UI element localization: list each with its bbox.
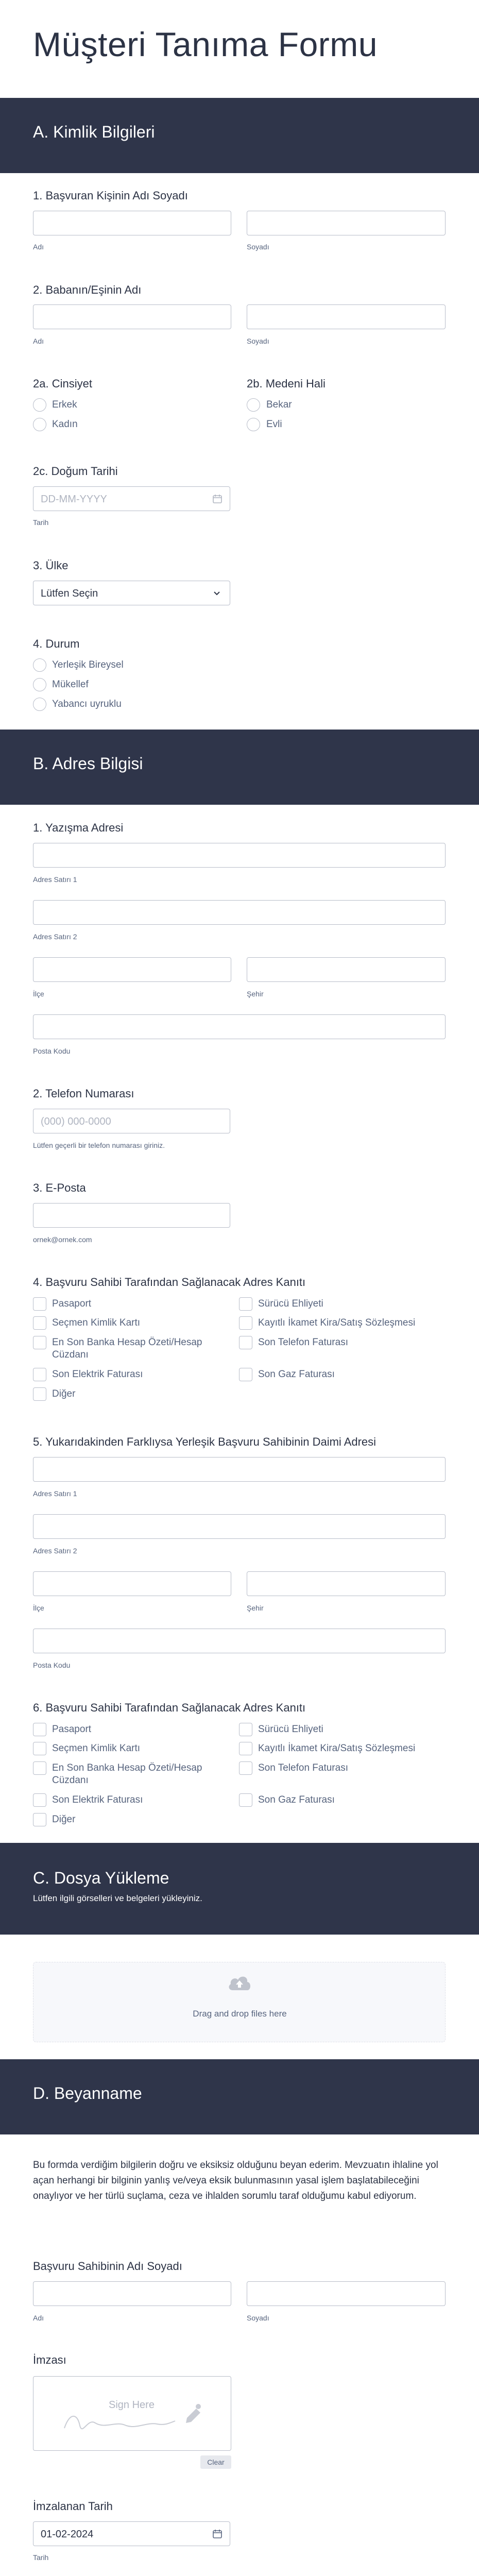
addr1-line2-input[interactable] (33, 900, 446, 925)
proof1-checkbox-lease[interactable] (239, 1316, 252, 1330)
addr2-line2-input[interactable] (33, 1514, 446, 1539)
proof1-label: 4. Başvuru Sahibi Tarafından Sağlanacak Adres Kanıtı (33, 1276, 306, 1289)
proof2-option-voter-id: Seçmen Kimlik Kartı (52, 1743, 141, 1754)
proof1-option-phone-bill: Son Telefon Faturası (258, 1337, 348, 1348)
proof1-option-bank: En Son Banka Hesap Özeti/Hesap Cüzdanı (52, 1337, 202, 1360)
applicant-first-sublabel: Adı (33, 2314, 44, 2322)
proof2-option-electric: Son Elektrik Faturası (52, 1794, 143, 1805)
proof1-option-other: Diğer (52, 1388, 76, 1399)
gender-radio-female[interactable] (33, 418, 46, 431)
proof2-checkbox-gas[interactable] (239, 1793, 252, 1807)
addr1-postal-sublabel: Posta Kodu (33, 1047, 71, 1055)
signature-pad[interactable] (33, 2376, 231, 2451)
cloud-upload-icon (227, 1973, 252, 1993)
phone-placeholder: (000) 000-0000 (41, 1116, 111, 1127)
section-b-header (0, 730, 479, 805)
proof2-option-license: Sürücü Ehliyeti (258, 1724, 323, 1735)
addr2-line1-input[interactable] (33, 1457, 446, 1482)
marital-radio-single[interactable] (247, 398, 260, 412)
addr1-postal-input[interactable] (33, 1014, 446, 1039)
q2-label: 2. Babanın/Eşinin Adı (33, 283, 142, 296)
signature-placeholder: Sign Here (109, 2399, 155, 2411)
q4-label: 4. Durum (33, 637, 80, 650)
applicant-label: Başvuru Sahibinin Adı Soyadı (33, 2260, 182, 2273)
proof1-option-lease: Kayıtlı İkamet Kira/Satış Sözleşmesi (258, 1317, 416, 1328)
proof1-checkbox-license[interactable] (239, 1297, 252, 1311)
email-sublabel: ornek@ornek.com (33, 1235, 92, 1244)
proof2-option-gas: Son Gaz Faturası (258, 1794, 335, 1805)
signed-date-sublabel: Tarih (33, 2553, 49, 2562)
proof2-label: 6. Başvuru Sahibi Tarafından Sağlanacak Adres Kanıtı (33, 1701, 306, 1714)
proof1-checkbox-bank[interactable] (33, 1336, 46, 1349)
addr2-city-input[interactable] (247, 1571, 446, 1596)
q1-last-sublabel: Soyadı (247, 243, 269, 251)
proof1-option-license: Sürücü Ehliyeti (258, 1298, 323, 1309)
status-option-resident: Yerleşik Bireysel (52, 659, 124, 670)
status-option-foreign: Yabancı uyruklu (52, 699, 122, 709)
proof2-checkbox-voter-id[interactable] (33, 1742, 46, 1755)
section-c-subtitle: Lütfen ilgili görselleri ve belgeleri yükleyiniz. (33, 1893, 202, 1903)
birth-date-input[interactable] (33, 486, 230, 511)
section-c-title: C. Dosya Yükleme (33, 1869, 169, 1887)
addr1-district-sublabel: İlçe (33, 990, 44, 998)
chevron-down-icon (212, 588, 221, 598)
q1-first-name-input[interactable] (33, 211, 231, 235)
proof1-option-passport: Pasaport (52, 1298, 92, 1309)
addr1-city-input[interactable] (247, 957, 446, 982)
declaration-text: Bu formda verdiğim bilgilerin doğru ve eksiksiz olduğunu beyan ederim. Mevzuatın ihlaline yol açan herhangi bir bilginin yanlış ve/veya eksik bulunmasının yasal işlem başlatabileceğini onaylıyor ve her türlü suçlama, ceza ve ihlalden sorumlu taraf olduğumu kabul ediyorum. (33, 2160, 438, 2201)
proof1-checkbox-other[interactable] (33, 1387, 46, 1401)
addr2-postal-input[interactable] (33, 1629, 446, 1653)
birth-date-sublabel: Tarih (33, 518, 49, 527)
proof1-checkbox-gas[interactable] (239, 1368, 252, 1381)
proof1-checkbox-passport[interactable] (33, 1297, 46, 1311)
signature-scribble-icon (59, 2397, 209, 2438)
q2-first-name-input[interactable] (33, 304, 231, 329)
proof1-option-voter-id: Seçmen Kimlik Kartı (52, 1317, 141, 1328)
proof1-checkbox-voter-id[interactable] (33, 1316, 46, 1330)
q2c-label: 2c. Doğum Tarihi (33, 465, 118, 478)
q3-label: 3. Ülke (33, 559, 69, 572)
addr2-line2-sublabel: Adres Satırı 2 (33, 1547, 77, 1555)
status-radio-foreign[interactable] (33, 698, 46, 711)
addr1-line2-sublabel: Adres Satırı 2 (33, 933, 77, 941)
proof2-checkbox-other[interactable] (33, 1813, 46, 1826)
gender-radio-male[interactable] (33, 398, 46, 412)
calendar-icon[interactable] (212, 494, 223, 504)
section-d-header (0, 2059, 479, 2134)
proof2-checkbox-bank[interactable] (33, 1761, 46, 1775)
status-radio-resident[interactable] (33, 658, 46, 672)
signed-date-input[interactable] (33, 2521, 230, 2546)
proof1-option-gas: Son Gaz Faturası (258, 1369, 335, 1380)
gender-option-male: Erkek (52, 399, 77, 410)
addr1-district-input[interactable] (33, 957, 231, 982)
q1-last-name-input[interactable] (247, 211, 446, 235)
q1-first-sublabel: Adı (33, 243, 44, 251)
signed-date-label: İmzalanan Tarih (33, 2500, 113, 2513)
calendar-icon[interactable] (212, 2529, 223, 2539)
proof1-option-electric: Son Elektrik Faturası (52, 1369, 143, 1380)
phone-label: 2. Telefon Numarası (33, 1087, 134, 1100)
email-input[interactable] (33, 1203, 230, 1228)
q2a-label: 2a. Cinsiyet (33, 377, 92, 390)
status-radio-taxpayer[interactable] (33, 678, 46, 691)
birth-date-placeholder: DD-MM-YYYY (41, 494, 107, 505)
applicant-first-name-input[interactable] (33, 2281, 231, 2306)
q2-last-sublabel: Soyadı (247, 337, 269, 345)
q2-last-name-input[interactable] (247, 304, 446, 329)
addr2-district-sublabel: İlçe (33, 1604, 44, 1612)
addr2-line1-sublabel: Adres Satırı 1 (33, 1489, 77, 1498)
file-dropzone[interactable] (33, 1962, 446, 2042)
gender-option-female: Kadın (52, 419, 78, 430)
proof2-checkbox-lease[interactable] (239, 1742, 252, 1755)
country-select-value: Lütfen Seçin (41, 588, 98, 599)
section-a-title: A. Kimlik Bilgileri (33, 123, 155, 141)
applicant-last-sublabel: Soyadı (247, 2314, 269, 2322)
applicant-last-name-input[interactable] (247, 2281, 446, 2306)
proof2-checkbox-passport[interactable] (33, 1723, 46, 1736)
phone-sublabel: Lütfen geçerli bir telefon numarası giriniz. (33, 1141, 165, 1149)
marital-option-married: Evli (266, 419, 282, 430)
q2b-label: 2b. Medeni Hali (247, 377, 326, 390)
addr1-line1-sublabel: Adres Satırı 1 (33, 875, 77, 884)
addr1-city-sublabel: Şehir (247, 990, 264, 998)
dropzone-text: Drag and drop files here (193, 2009, 287, 2019)
country-select[interactable] (33, 581, 230, 605)
form-title: Müşteri Tanıma Formu (33, 25, 378, 63)
addr1-line1-input[interactable] (33, 843, 446, 868)
proof2-option-passport: Pasaport (52, 1724, 92, 1735)
proof2-option-phone-bill: Son Telefon Faturası (258, 1762, 348, 1773)
proof2-checkbox-license[interactable] (239, 1723, 252, 1736)
section-c-header (0, 1843, 479, 1935)
addr2-postal-sublabel: Posta Kodu (33, 1661, 71, 1669)
proof2-option-lease: Kayıtlı İkamet Kira/Satış Sözleşmesi (258, 1743, 416, 1754)
marital-option-single: Bekar (266, 399, 292, 410)
status-option-taxpayer: Mükellef (52, 679, 89, 690)
addr2-city-sublabel: Şehir (247, 1604, 264, 1612)
proof2-checkbox-phone-bill[interactable] (239, 1761, 252, 1775)
email-label: 3. E-Posta (33, 1181, 86, 1194)
signed-date-value: 01-02-2024 (41, 2529, 94, 2540)
q1-label: 1. Başvuran Kişinin Adı Soyadı (33, 189, 188, 202)
section-a-header (0, 98, 479, 173)
proof1-checkbox-electric[interactable] (33, 1368, 46, 1381)
proof2-checkbox-electric[interactable] (33, 1793, 46, 1807)
marital-radio-married[interactable] (247, 418, 260, 431)
q2-first-sublabel: Adı (33, 337, 44, 345)
section-b-title: B. Adres Bilgisi (33, 754, 143, 773)
section-d-title: D. Beyanname (33, 2084, 142, 2103)
proof1-checkbox-phone-bill[interactable] (239, 1336, 252, 1349)
signature-label: İmzası (33, 2353, 66, 2366)
proof2-option-other: Diğer (52, 1814, 76, 1825)
proof2-option-bank: En Son Banka Hesap Özeti/Hesap Cüzdanı (52, 1762, 202, 1786)
clear-signature-button[interactable]: Clear (200, 2455, 231, 2469)
addr2-label: 5. Yukarıdakinden Farklıysa Yerleşik Başvuru Sahibinin Daimi Adresi (33, 1435, 377, 1448)
addr1-label: 1. Yazışma Adresi (33, 821, 124, 834)
addr2-district-input[interactable] (33, 1571, 231, 1596)
phone-input[interactable] (33, 1109, 230, 1133)
